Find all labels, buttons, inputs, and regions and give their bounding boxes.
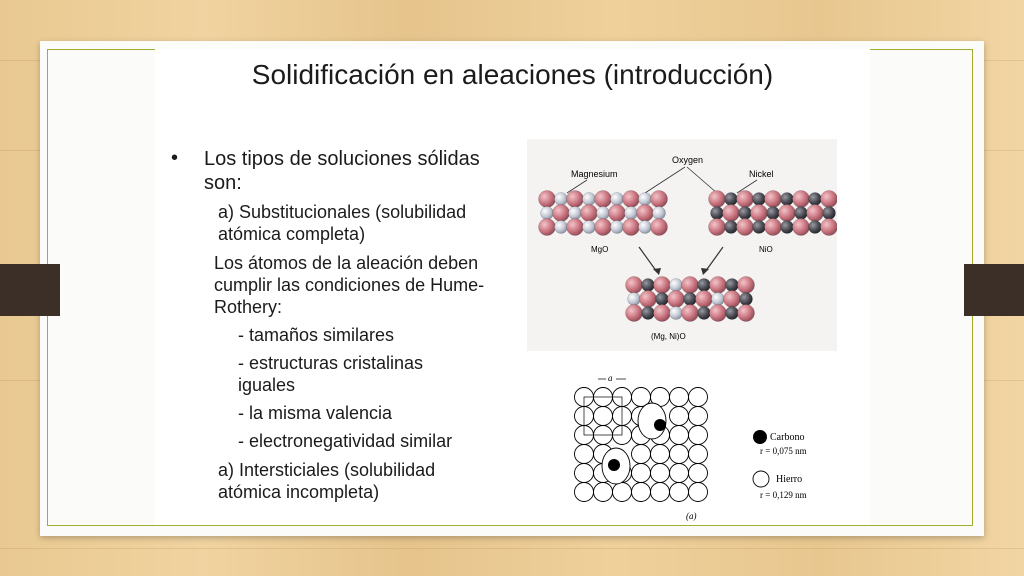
- nickel-atom: [781, 193, 794, 206]
- iron-atom: [670, 426, 689, 445]
- iron-atom: [689, 407, 708, 426]
- oxygen-atom: [710, 277, 727, 294]
- magnesium-atom: [639, 221, 652, 234]
- iron-atom: [632, 464, 651, 483]
- iron-atom: [575, 445, 594, 464]
- nickel-atom: [725, 221, 738, 234]
- nickel-atom: [739, 207, 752, 220]
- magnesium-atom: [555, 221, 568, 234]
- iron-atom: [670, 483, 689, 502]
- magnesium-atom: [541, 207, 554, 220]
- magnesium-atom: [653, 207, 666, 220]
- substitutional-diagram: [527, 139, 837, 351]
- nickel-atom: [740, 293, 753, 306]
- magnesium-label: Magnesium: [571, 169, 618, 179]
- substitutional-figure: [527, 139, 837, 351]
- carbon-radius: r = 0,075 nm: [760, 446, 807, 456]
- iron-atom: [670, 407, 689, 426]
- oxygen-atom: [626, 305, 643, 322]
- magnesium-atom: [670, 279, 683, 292]
- oxygen-atom: [709, 191, 726, 208]
- carbon-legend: Carbono: [770, 432, 805, 443]
- nickel-atom: [809, 193, 822, 206]
- oxygen-atom: [793, 219, 810, 236]
- nickel-atom: [725, 193, 738, 206]
- nickel-atom: [753, 193, 766, 206]
- oxygen-atom: [710, 305, 727, 322]
- oxygen-atom: [682, 305, 699, 322]
- oxygen-atom: [567, 191, 584, 208]
- hume-rothery-paragraph: Los átomos de la aleación deben cumplir las condiciones de Hume-Rothery:: [214, 253, 485, 317]
- condition-3: - la misma valencia: [238, 403, 393, 423]
- oxygen-label: Oxygen: [672, 155, 704, 165]
- iron-atom: [651, 483, 670, 502]
- wood-grain: [0, 548, 1024, 549]
- nickel-atom: [698, 307, 711, 320]
- oxygen-atom: [637, 205, 654, 222]
- nickel-atom: [642, 279, 655, 292]
- condition-4: - electronegatividad similar: [238, 431, 453, 451]
- iron-legend: Hierro: [776, 474, 803, 485]
- oxygen-atom: [765, 219, 782, 236]
- iron-legend-icon: [753, 471, 769, 487]
- interstitial-figure: [558, 371, 838, 523]
- oxygen-atom: [793, 191, 810, 208]
- arrowhead: [653, 268, 661, 275]
- oxygen-atom: [654, 277, 671, 294]
- mgo-lattice: [539, 191, 668, 236]
- oxygen-atom: [553, 205, 570, 222]
- mixed-lattice: [626, 277, 755, 322]
- oxygen-atom: [723, 205, 740, 222]
- iron-radius: r = 0,129 nm: [760, 490, 807, 500]
- iron-atom: [594, 483, 613, 502]
- magnesium-atom: [583, 193, 596, 206]
- iron-atom: [689, 388, 708, 407]
- nickel-atom: [809, 221, 822, 234]
- iron-atom: [670, 464, 689, 483]
- nickel-atom: [767, 207, 780, 220]
- iron-atom: [689, 445, 708, 464]
- nickel-label: Nickel: [749, 169, 774, 179]
- oxygen-atom: [539, 191, 556, 208]
- nickel-atom: [795, 207, 808, 220]
- magnesium-atom: [597, 207, 610, 220]
- oxygen-atom: [724, 291, 741, 308]
- carbon-atom: [608, 459, 620, 471]
- nio-label: NiO: [759, 245, 773, 254]
- arrow-line: [645, 167, 685, 193]
- iron-atom: [651, 445, 670, 464]
- mix-label: (Mg, Ni)O: [651, 332, 686, 341]
- bullet-text: Los tipos de soluciones sólidas son:: [204, 148, 480, 194]
- iron-atom: [575, 483, 594, 502]
- oxygen-atom: [640, 291, 657, 308]
- right-tab-decoration: [964, 264, 1024, 316]
- magnesium-atom: [712, 293, 725, 306]
- magnesium-atom: [611, 221, 624, 234]
- oxygen-atom: [581, 205, 598, 222]
- oxygen-atom: [651, 191, 668, 208]
- magnesium-atom: [555, 193, 568, 206]
- lattice-param-label: a: [608, 373, 613, 383]
- oxygen-atom: [737, 219, 754, 236]
- oxygen-atom: [821, 191, 838, 208]
- nickel-atom: [711, 207, 724, 220]
- oxygen-atom: [738, 277, 755, 294]
- condition-1: - tamaños similares: [238, 325, 395, 345]
- oxygen-atom: [595, 219, 612, 236]
- bullet-marker: •: [171, 147, 179, 169]
- iron-atom: [670, 388, 689, 407]
- arrow-line: [639, 247, 657, 272]
- oxygen-atom: [668, 291, 685, 308]
- oxygen-atom: [623, 219, 640, 236]
- nio-lattice: [709, 191, 838, 236]
- nickel-atom: [753, 221, 766, 234]
- oxygen-atom: [696, 291, 713, 308]
- nickel-atom: [698, 279, 711, 292]
- iron-atom: [632, 483, 651, 502]
- oxygen-atom: [626, 277, 643, 294]
- oxygen-atom: [779, 205, 796, 222]
- oxygen-atom: [623, 191, 640, 208]
- oxygen-atom: [765, 191, 782, 208]
- interstitial-item: a) Intersticiales (solubilidad atómica incompleta): [218, 460, 436, 502]
- arrow-line: [687, 167, 717, 193]
- iron-lattice: [575, 388, 708, 502]
- iron-atom: [575, 464, 594, 483]
- oxygen-atom: [609, 205, 626, 222]
- iron-atom: [651, 464, 670, 483]
- iron-atom: [689, 426, 708, 445]
- carbon-atom: [654, 419, 666, 431]
- interstitial-diagram: [558, 371, 838, 523]
- mgo-label: MgO: [591, 245, 609, 254]
- oxygen-atom: [709, 219, 726, 236]
- oxygen-atom: [807, 205, 824, 222]
- magnesium-atom: [625, 207, 638, 220]
- iron-atom: [689, 483, 708, 502]
- oxygen-atom: [737, 191, 754, 208]
- oxygen-atom: [595, 191, 612, 208]
- iron-atom: [613, 483, 632, 502]
- oxygen-atom: [738, 305, 755, 322]
- magnesium-atom: [670, 307, 683, 320]
- iron-atom: [594, 407, 613, 426]
- oxygen-atom: [654, 305, 671, 322]
- magnesium-atom: [611, 193, 624, 206]
- iron-atom: [689, 464, 708, 483]
- nickel-atom: [726, 279, 739, 292]
- oxygen-atom: [567, 219, 584, 236]
- nickel-atom: [684, 293, 697, 306]
- nickel-atom: [726, 307, 739, 320]
- condition-2: - estructuras cristalinas iguales: [238, 353, 424, 395]
- arrow-line: [705, 247, 723, 272]
- magnesium-atom: [639, 193, 652, 206]
- magnesium-atom: [583, 221, 596, 234]
- arrowhead: [701, 268, 709, 275]
- oxygen-atom: [821, 219, 838, 236]
- iron-atom: [670, 445, 689, 464]
- oxygen-atom: [651, 219, 668, 236]
- iron-atom: [632, 445, 651, 464]
- magnesium-atom: [628, 293, 641, 306]
- slide-title: Solidificación en aleaciones (introducción): [251, 59, 774, 90]
- oxygen-atom: [751, 205, 768, 222]
- carbon-legend-icon: [753, 430, 767, 444]
- magnesium-atom: [569, 207, 582, 220]
- left-tab-decoration: [0, 264, 60, 316]
- substitutional-item: a) Substitucionales (solubilidad atómica completa): [218, 202, 467, 244]
- nickel-atom: [823, 207, 836, 220]
- nickel-atom: [642, 307, 655, 320]
- nickel-atom: [656, 293, 669, 306]
- oxygen-atom: [539, 219, 556, 236]
- oxygen-atom: [682, 277, 699, 294]
- figure-caption: (a): [686, 511, 697, 521]
- nickel-atom: [781, 221, 794, 234]
